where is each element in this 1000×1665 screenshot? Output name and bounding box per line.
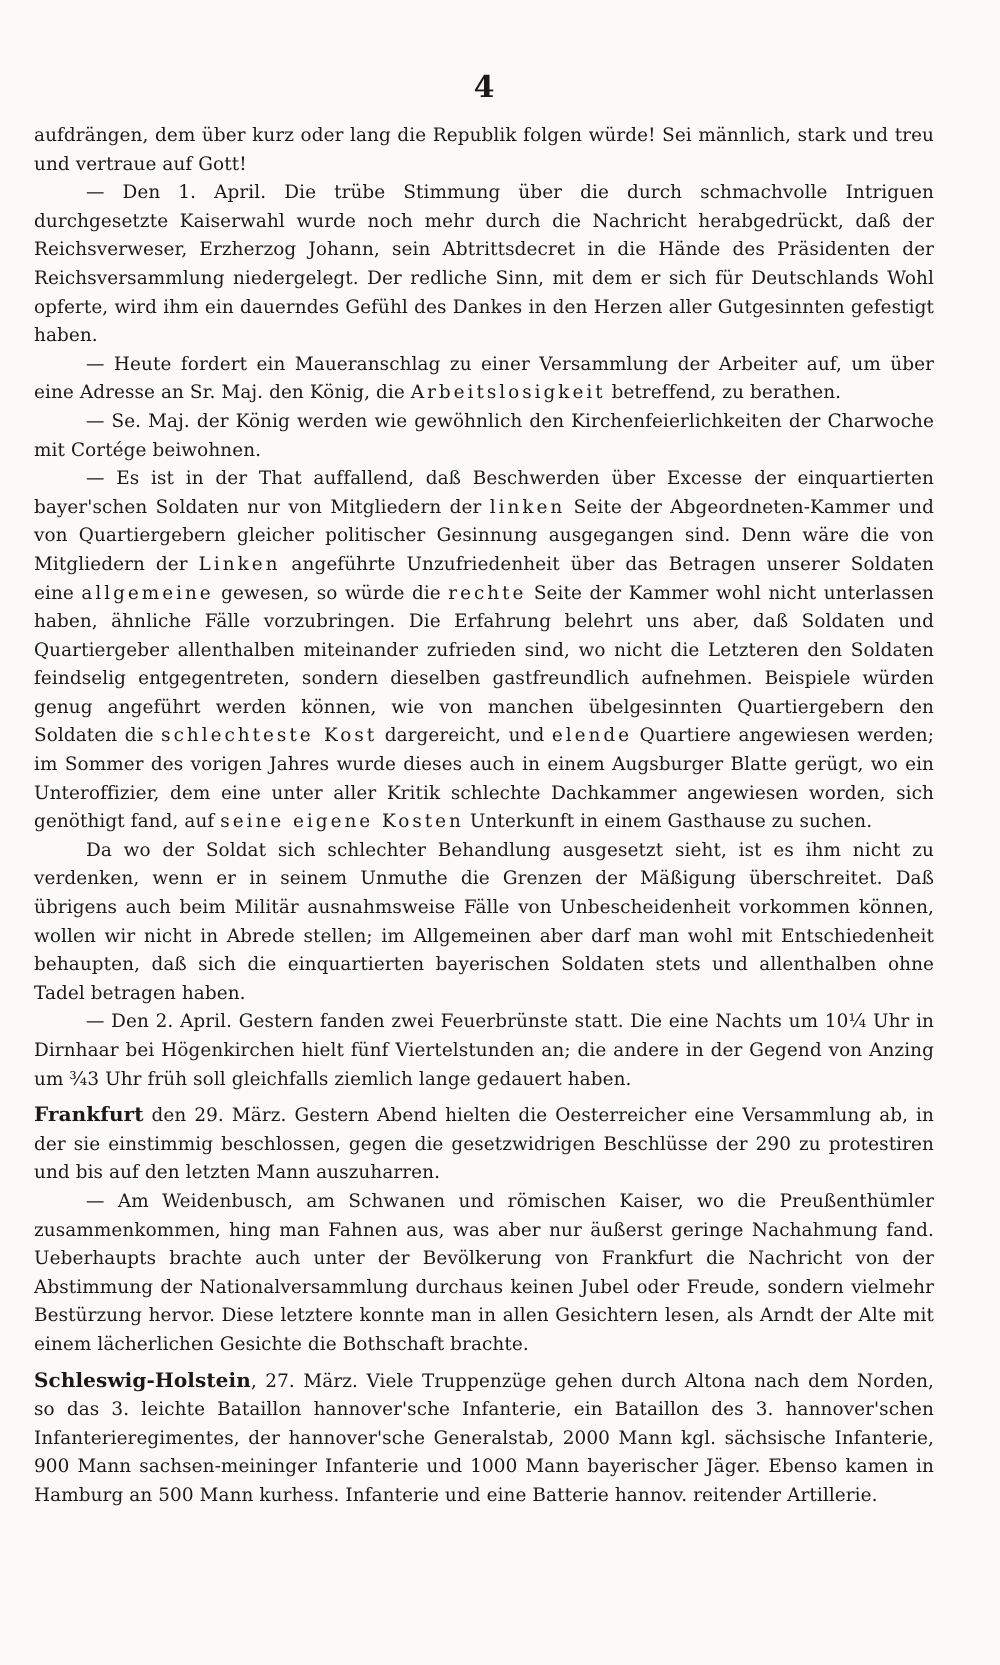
text-segment: Da wo der Soldat sich schlechter Behandlung ausgesetzt sieht, ist es ihm nicht zu verdenken, wenn er in seinem Unmuthe die Grenzen der Mäßigung überschreitet. Daß übrigens auch beim Militär ausnahmsweise Fälle von Unbescheidenheit vorkommen können, wollen wir nicht in Abrede stellen; im Allgemeinen aber darf man wohl mit Entschiedenheit behaupten, daß sich die einquartierten bayerischen Soldaten stets und allenthalben ohne Tadel betragen haben. [34,839,934,1004]
text-segment: — Den 2. April. Gestern fanden zwei Feuerbrünste statt. Die eine Nachts um 10¼ Uhr in Dirnhaar bei Högenkirchen hielt fünf Viertelstunden an; die andere in der Gegend von Anzing um ¾3 Uhr früh soll gleichfalls ziemlich lange gedauert haben. [34,1011,934,1090]
text-segment: — Heute fordert ein Maueranschlag zu einer Versammlung der Arbeiter auf, um über eine Adresse an Sr. Maj. den König, die [34,353,934,404]
emphasized-text: Linken [198,553,281,575]
article-body [34,122,934,1511]
text-segment: , 27. März. Viele Truppenzüge gehen durch Altona nach dem Norden, so das 3. leichte Bataillon hannover'sche Infanterie, ein Bataillon des 3. hannover'schen Infanterieregimentes, der hannover'sche Generalstab, 2000 Mann kgl. sächsische Infanterie, 900 Mann sachsen-meininger Infanterie und 1000 Mann bayerischer Jäger. Ebenso kamen in Hamburg an 500 Mann kurhess. Infanterie und eine Batterie hannov. reitender Artillerie. [34,1370,934,1506]
text-segment: Unterkunft in einem Gasthause zu suchen. [463,811,873,833]
section-heading: Schleswig-Holstein [34,1367,251,1392]
paragraph [34,1366,934,1511]
emphasized-text: allgemeine [81,582,214,604]
paragraph [34,465,934,837]
text-segment: — Den 1. April. Die trübe Stimmung über die durch schmachvolle Intriguen durchgesetzte Kaiserwahl wurde noch mehr durch die Nachricht herabgedrückt, daß der Reichsverweser, Erzherzog Johann, sein Abtrittsdecret in die Hände des Präsidenten der Reichsversammlung niedergelegt. Der redliche Sinn, mit dem er sich für Deutschlands Wohl opferte, wird ihm ein dauerndes Gefühl des Dankes in den Herzen aller Gutgesinnten gefestigt haben. [34,182,934,347]
text-segment: Seite der Abgeordneten-Kammer und von Quartiergebern gleicher politischer Gesinnung ausgegangen sind. Denn wäre die von Mitgliedern der [34,496,934,575]
text-segment: angeführte Unzufriedenheit über das Betragen unserer Soldaten eine [34,553,935,604]
paragraph [34,122,934,179]
text-segment: aufdrängen, dem über kurz oder lang die Republik folgen würde! Sei männlich, stark und treu und vertraue auf Gott! [34,125,934,175]
emphasized-text: linken [489,496,566,518]
paragraph [34,837,934,1009]
text-segment: — Am Weidenbusch, am Schwanen und römischen Kaiser, wo die Preußenthümler zusammenkommen, hing man Fahnen aus, was aber nur äußerst geringe Nachahmung fand. Ueberhaupts brachte auch unter der Bevölkerung von Frankfurt die Nachricht von der Abstimmung der Nationalversammlung durchaus keinen Jubel oder Freude, sondern vielmehr Bestürzung hervor. Diese letztere konnte man in allen Gesichtern lesen, als Arndt der Alte mit einem lächerlichen Gesichte die Bothschaft brachte. [34,1190,934,1355]
text-segment: — Es ist in der That auffallend, daß Beschwerden über Excesse der einquartierten bayer'schen Soldaten nur von Mitgliedern der [34,468,934,518]
text-segment: den 29. März. Gestern Abend hielten die Oesterreicher eine Versammlung ab, in der sie einstimmig beschlossen, gegen die gesetzwidrigen Beschlüsse der 290 zu protestiren und bis auf den letzten Mann auszuharren. [34,1105,934,1184]
text-segment: dargereicht, und [377,725,552,747]
paragraph [34,1188,934,1360]
paragraph [34,1100,934,1188]
paragraph [34,408,934,465]
text-segment: Quartiere angewiesen werden; im Sommer des vorigen Jahres wurde dieses auch in einem Augsburger Blatte gerügt, wo ein Unteroffizier, dem eine unter aller Kritik schlechte Dachkammer angewiesen worden, sich genöthigt fand, auf [34,725,935,833]
text-segment: — Se. Maj. der König werden wie gewöhnlich den Kirchenfeierlichkeiten der Charwoche mit Cortége beiwohnen. [34,410,934,461]
emphasized-text: seine eigene Kosten [220,811,464,833]
paragraph [34,351,934,408]
page-number: 4 [473,70,495,105]
emphasized-text: schlechteste Kost [161,725,378,747]
paragraph [34,179,934,351]
text-segment: Seite der Kammer wohl nicht unterlassen haben, ähnliche Fälle vorzubringen. Die Erfahrung belehrt uns aber, daß Soldaten und Quartiergeber allenthalben miteinander zufrieden sind, wo nicht die Letzteren den Soldaten feindselig entgegentreten, sondern dieselben gastfreundlich aufnehmen. Beispiele würden genug angeführt werden können, wie von manchen übelgesinnten Quartiergebern den Soldaten die [34,582,934,747]
section-heading: Frankfurt [34,1102,144,1127]
emphasized-text: elende [551,725,633,747]
text-segment: gewesen, so würde die [213,582,449,604]
emphasized-text: rechte [448,582,527,604]
emphasized-text: Arbeitslosigkeit [410,382,606,404]
text-segment: betreffend, zu berathen. [605,382,842,404]
paragraph [34,1008,934,1094]
